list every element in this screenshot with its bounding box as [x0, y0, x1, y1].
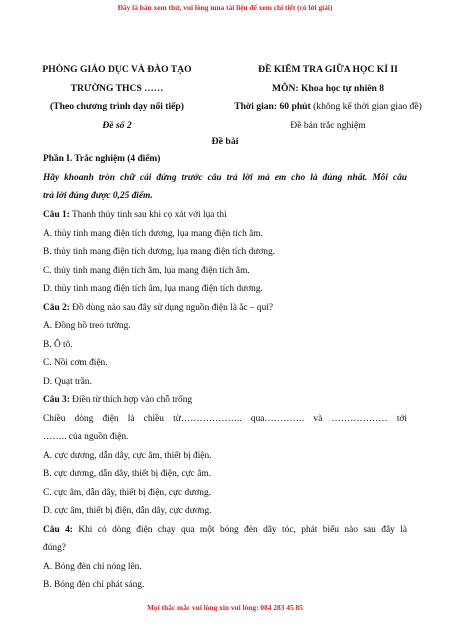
- curriculum-note: (Theo chương trình dạy nối tiếp): [50, 101, 184, 112]
- q2-option-a: A. Đồng hồ treo tường.: [43, 321, 131, 331]
- question-2-label: Câu 2:: [43, 303, 70, 313]
- q3-fill-line-2: …….. của nguồn điện.: [43, 432, 129, 442]
- q3-option-d: D. cực âm, thiết bị điện, dẫn dây, cực dương.: [43, 506, 212, 516]
- question-1-label: Câu 1:: [43, 210, 70, 220]
- q4-option-a: A. Bóng đèn chỉ nóng lên.: [43, 562, 142, 572]
- question-1: [43, 210, 227, 220]
- exam-number: Đề số 2: [102, 120, 132, 131]
- q2-option-b: B. Ô tô.: [43, 340, 73, 350]
- q1-option-d: D. thủy tinh mang điện tích âm, lụa mang điện tích dương.: [43, 284, 263, 294]
- department-name: PHÒNG GIÁO DỤC VÀ ĐÀO TẠO: [42, 64, 192, 75]
- contact-footer: Mọi thắc mắc vui lòng xin vui lòng: 084 283 45 85: [147, 603, 303, 612]
- page-title: Đề bài: [211, 136, 239, 147]
- preview-notice: Đây là bản xem thử, vui lòng mua tài liệu để xem chi tiết (có lời giải): [117, 3, 333, 12]
- q2-option-c: C. Nồi cơm điện.: [43, 358, 108, 368]
- q3-option-c: C. cực âm, dẫn dây, thiết bị điện, cực dương.: [43, 488, 211, 498]
- instruction-line-1: Hãy khoanh tròn chữ cái đứng trước câu trả lời mà em cho là đúng nhất. Mỗi câu: [43, 173, 407, 183]
- section-heading: Phần I. Trắc nghiệm (4 điểm): [43, 154, 161, 164]
- subject-name: MÔN: Khoa học tự nhiên 8: [271, 83, 385, 94]
- question-4-label: Câu 4:: [43, 525, 73, 535]
- duration-label: Thời gian: 60 phút: [234, 101, 311, 112]
- instruction-line-2: trả lời đúng được 0,25 điểm.: [43, 191, 153, 201]
- question-3: [43, 395, 192, 405]
- exam-format: Đề bản trắc nghiệm: [290, 120, 366, 131]
- duration-note: (không kể thời gian giao đề): [310, 101, 422, 112]
- question-3-label: Câu 3:: [43, 395, 70, 405]
- school-name: TRƯỜNG THCS ……: [70, 83, 164, 94]
- q4-option-b: B. Bóng đèn chỉ phát sáng.: [43, 580, 145, 590]
- q3-fill-line-1: Chiều dòng điện là chiều từ……………….. qua…………. và ……………… tới: [43, 414, 407, 424]
- question-4: [43, 525, 407, 535]
- q1-option-b: B. thủy tinh mang điện tích dương, lụa mang điện tích dương.: [43, 247, 276, 257]
- question-3-text: Điền từ thích hợp vào chỗ trống: [69, 395, 193, 405]
- question-4-text: Khi có dòng điện chạy qua một bóng đèn dây tóc, phát biểu nào sau đây là: [72, 525, 408, 535]
- question-4-continued: đúng?: [43, 543, 66, 553]
- question-2-text: Đồ dùng nào sau đây sử dụng nguồn điện là ắc – qui?: [69, 303, 274, 313]
- question-1-text: Thanh thủy tinh sau khi cọ xát với lụa thì: [69, 210, 227, 220]
- question-2: [43, 303, 273, 313]
- q2-option-d: D. Quạt trần.: [43, 377, 92, 387]
- exam-content: [43, 0, 407, 636]
- exam-title: ĐỀ KIỂM TRA GIỮA HỌC KÌ II: [258, 64, 398, 75]
- q1-option-c: C. thủy tinh mang điện tích âm, lụa mang điện tích âm.: [43, 266, 250, 276]
- q3-option-b: B. cực dương, dẫn dây, thiết bị điện, cực âm.: [43, 469, 211, 479]
- q3-option-a: A. cực dương, dẫn dây, cực âm, thiết bị điện.: [43, 451, 212, 461]
- q1-option-a: A. thủy tinh mang điện tích dương, lụa mang điện tích âm.: [43, 229, 263, 239]
